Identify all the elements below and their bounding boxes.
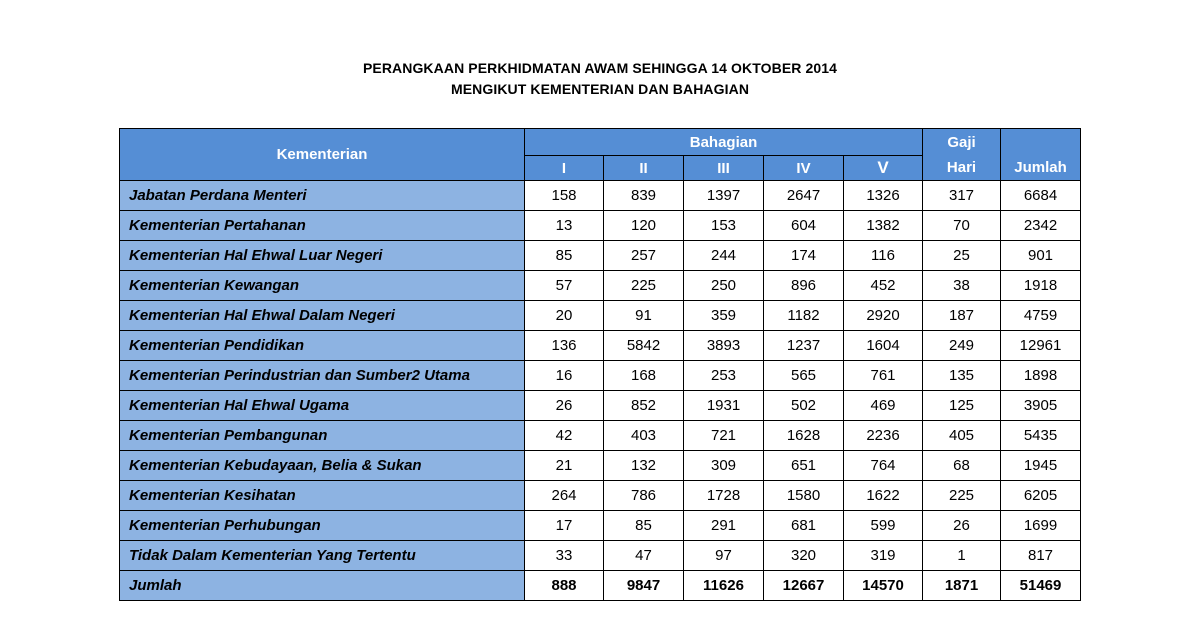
cell-value: 1628 — [764, 421, 844, 451]
table-row — [120, 391, 1081, 421]
cell-value: 1918 — [1001, 271, 1081, 301]
ministry-name: Kementerian Hal Ehwal Ugama — [120, 391, 525, 421]
header-division-iv: IV — [764, 156, 844, 181]
total-row — [120, 571, 1081, 601]
cell-value: 2342 — [1001, 211, 1081, 241]
ministry-name: Kementerian Kebudayaan, Belia & Sukan — [120, 451, 525, 481]
cell-value: 3893 — [684, 331, 764, 361]
cell-value: 1898 — [1001, 361, 1081, 391]
cell-value: 502 — [764, 391, 844, 421]
cell-value: 604 — [764, 211, 844, 241]
cell-value: 764 — [844, 451, 923, 481]
cell-value: 1382 — [844, 211, 923, 241]
ministry-name: Kementerian Pendidikan — [120, 331, 525, 361]
ministry-name: Kementerian Kewangan — [120, 271, 525, 301]
cell-value: 852 — [604, 391, 684, 421]
ministry-name: Kementerian Perindustrian dan Sumber2 Utama — [120, 361, 525, 391]
cell-value: 1326 — [844, 181, 923, 211]
cell-value: 250 — [684, 271, 764, 301]
cell-value: 901 — [1001, 241, 1081, 271]
cell-value: 1182 — [764, 301, 844, 331]
cell-value: 4759 — [1001, 301, 1081, 331]
cell-value: 1580 — [764, 481, 844, 511]
cell-value: 839 — [604, 181, 684, 211]
ministry-name: Kementerian Perhubungan — [120, 511, 525, 541]
ministry-name: Tidak Dalam Kementerian Yang Tertentu — [120, 541, 525, 571]
cell-value: 97 — [684, 541, 764, 571]
ministry-name: Kementerian Kesihatan — [120, 481, 525, 511]
cell-value: 1622 — [844, 481, 923, 511]
table-row — [120, 481, 1081, 511]
table-row — [120, 181, 1081, 211]
total-value: 14570 — [844, 571, 923, 601]
cell-value: 57 — [525, 271, 604, 301]
cell-value: 244 — [684, 241, 764, 271]
cell-value: 317 — [923, 181, 1001, 211]
cell-value: 21 — [525, 451, 604, 481]
cell-value: 13 — [525, 211, 604, 241]
cell-value: 1699 — [1001, 511, 1081, 541]
table-row — [120, 241, 1081, 271]
total-value: 888 — [525, 571, 604, 601]
cell-value: 158 — [525, 181, 604, 211]
cell-value: 817 — [1001, 541, 1081, 571]
cell-value: 26 — [923, 511, 1001, 541]
cell-value: 786 — [604, 481, 684, 511]
cell-value: 2920 — [844, 301, 923, 331]
cell-value: 70 — [923, 211, 1001, 241]
cell-value: 2647 — [764, 181, 844, 211]
total-value: 12667 — [764, 571, 844, 601]
cell-value: 20 — [525, 301, 604, 331]
cell-value: 721 — [684, 421, 764, 451]
cell-value: 42 — [525, 421, 604, 451]
cell-value: 1931 — [684, 391, 764, 421]
table-row — [120, 271, 1081, 301]
cell-value: 253 — [684, 361, 764, 391]
cell-value: 225 — [604, 271, 684, 301]
title-line-2: MENGIKUT KEMENTERIAN DAN BAHAGIAN — [450, 81, 750, 97]
cell-value: 5435 — [1001, 421, 1081, 451]
header-kementerian: Kementerian — [120, 129, 525, 181]
cell-value: 168 — [604, 361, 684, 391]
cell-value: 405 — [923, 421, 1001, 451]
title-block — [0, 58, 1200, 100]
cell-value: 26 — [525, 391, 604, 421]
header-row-1 — [120, 129, 1081, 156]
table-row — [120, 211, 1081, 241]
header-division-v: V — [844, 156, 923, 181]
cell-value: 1397 — [684, 181, 764, 211]
table-row — [120, 511, 1081, 541]
cell-value: 91 — [604, 301, 684, 331]
ministry-name: Jabatan Perdana Menteri — [120, 181, 525, 211]
cell-value: 565 — [764, 361, 844, 391]
total-value: 51469 — [1001, 571, 1081, 601]
cell-value: 319 — [844, 541, 923, 571]
header-division-iii: III — [684, 156, 764, 181]
cell-value: 452 — [844, 271, 923, 301]
cell-value: 6205 — [1001, 481, 1081, 511]
cell-value: 2236 — [844, 421, 923, 451]
cell-value: 17 — [525, 511, 604, 541]
header-hari: Hari — [923, 156, 1001, 181]
header-jumlah-top — [1001, 129, 1081, 156]
table-row — [120, 541, 1081, 571]
cell-value: 47 — [604, 541, 684, 571]
ministry-name: Kementerian Hal Ehwal Dalam Negeri — [120, 301, 525, 331]
header-division-ii: II — [604, 156, 684, 181]
cell-value: 320 — [764, 541, 844, 571]
cell-value: 761 — [844, 361, 923, 391]
cell-value: 896 — [764, 271, 844, 301]
cell-value: 1237 — [764, 331, 844, 361]
table-body — [120, 181, 1081, 601]
cell-value: 5842 — [604, 331, 684, 361]
header-division-i: I — [525, 156, 604, 181]
cell-value: 25 — [923, 241, 1001, 271]
cell-value: 359 — [684, 301, 764, 331]
cell-value: 174 — [764, 241, 844, 271]
total-label: Jumlah — [120, 571, 525, 601]
cell-value: 136 — [525, 331, 604, 361]
ministry-name: Kementerian Pertahanan — [120, 211, 525, 241]
cell-value: 681 — [764, 511, 844, 541]
cell-value: 1604 — [844, 331, 923, 361]
title-line-1: PERANGKAAN PERKHIDMATAN AWAM SEHINGGA 14 OKTOBER 2014 — [362, 60, 838, 76]
cell-value: 116 — [844, 241, 923, 271]
cell-value: 135 — [923, 361, 1001, 391]
cell-value: 85 — [525, 241, 604, 271]
cell-value: 125 — [923, 391, 1001, 421]
table-row — [120, 451, 1081, 481]
cell-value: 187 — [923, 301, 1001, 331]
cell-value: 132 — [604, 451, 684, 481]
total-value: 1871 — [923, 571, 1001, 601]
cell-value: 403 — [604, 421, 684, 451]
cell-value: 33 — [525, 541, 604, 571]
header-jumlah: Jumlah — [1001, 156, 1081, 181]
cell-value: 1945 — [1001, 451, 1081, 481]
cell-value: 85 — [604, 511, 684, 541]
cell-value: 249 — [923, 331, 1001, 361]
statistics-table — [119, 128, 1081, 601]
table-row — [120, 301, 1081, 331]
cell-value: 469 — [844, 391, 923, 421]
cell-value: 264 — [525, 481, 604, 511]
cell-value: 38 — [923, 271, 1001, 301]
table-row — [120, 421, 1081, 451]
cell-value: 3905 — [1001, 391, 1081, 421]
table-row — [120, 361, 1081, 391]
cell-value: 1 — [923, 541, 1001, 571]
table-row — [120, 331, 1081, 361]
cell-value: 68 — [923, 451, 1001, 481]
ministry-name: Kementerian Pembangunan — [120, 421, 525, 451]
cell-value: 12961 — [1001, 331, 1081, 361]
total-value: 11626 — [684, 571, 764, 601]
cell-value: 257 — [604, 241, 684, 271]
header-bahagian: Bahagian — [525, 129, 923, 156]
cell-value: 599 — [844, 511, 923, 541]
cell-value: 153 — [684, 211, 764, 241]
total-value: 9847 — [604, 571, 684, 601]
cell-value: 291 — [684, 511, 764, 541]
cell-value: 1728 — [684, 481, 764, 511]
cell-value: 309 — [684, 451, 764, 481]
cell-value: 651 — [764, 451, 844, 481]
cell-value: 225 — [923, 481, 1001, 511]
cell-value: 16 — [525, 361, 604, 391]
cell-value: 6684 — [1001, 181, 1081, 211]
cell-value: 120 — [604, 211, 684, 241]
ministry-name: Kementerian Hal Ehwal Luar Negeri — [120, 241, 525, 271]
header-gaji: Gaji — [923, 129, 1001, 156]
